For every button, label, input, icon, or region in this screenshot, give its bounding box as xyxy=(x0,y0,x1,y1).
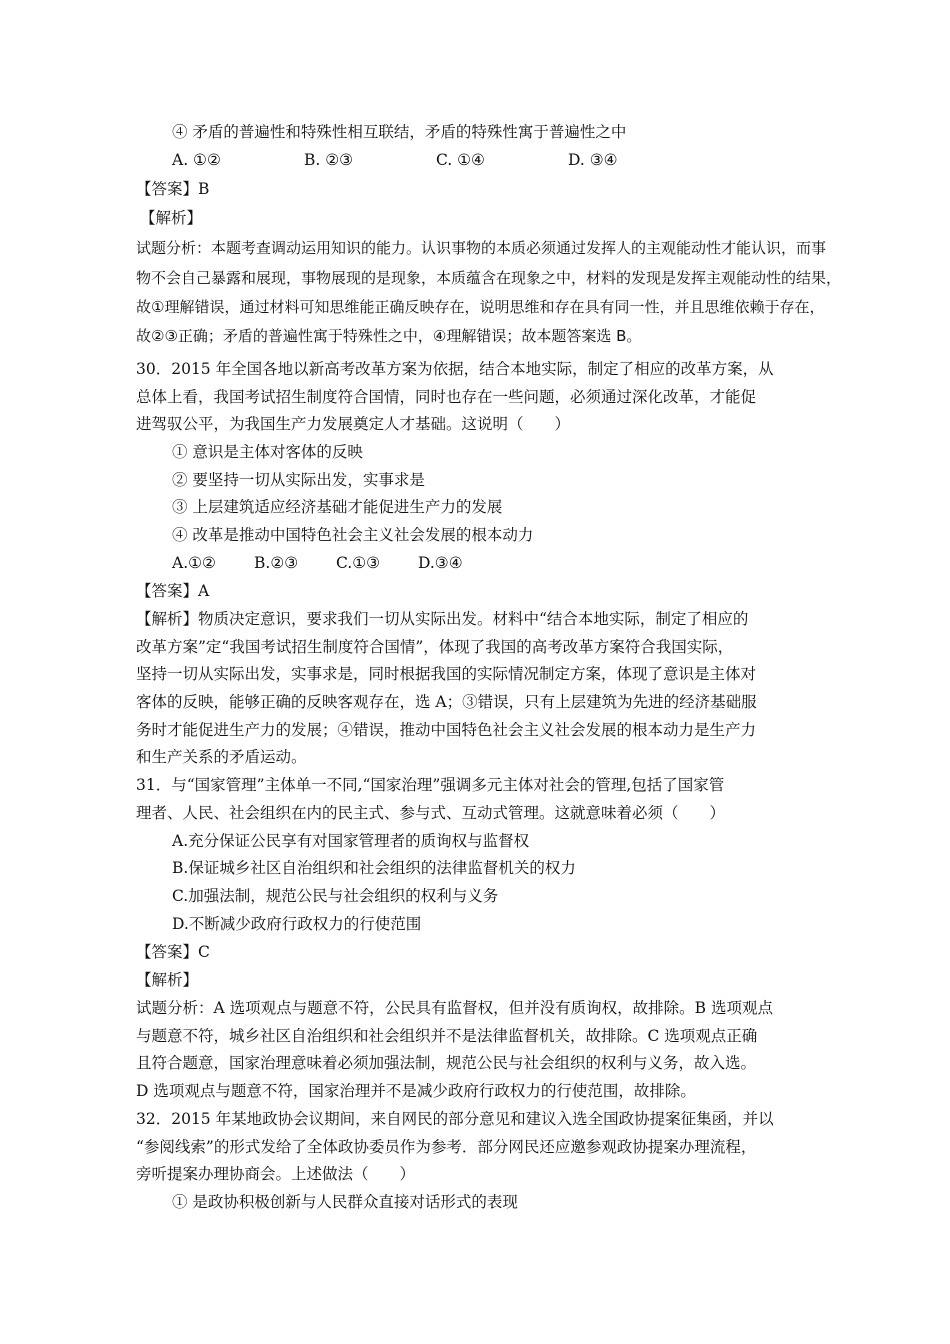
q31-option-d: D.不断减少政府行政权力的行使范围 xyxy=(172,915,422,933)
q30-stem-line: 30．2015 年全国各地以新高考改革方案为依据，结合本地实际，制定了相应的改革方案，从 xyxy=(136,360,774,378)
q31-option-a: A.充分保证公民享有对国家管理者的质询权与监督权 xyxy=(172,832,530,850)
q32-item-1: ① 是政协积极创新与人民群众直接对话形式的表现 xyxy=(172,1193,518,1211)
q29-analysis-line: 故①理解错误，通过材料可知思维能正确反映存在，说明思维和存在具有同一性，并且思维依赖于存在， xyxy=(136,298,825,316)
q30-option-d: D.③④ xyxy=(418,554,463,572)
q30-analysis-line: 坚持一切从实际出发，实事求是，同时根据我国的实际情况制定方案，体现了意识是主体对 xyxy=(136,665,757,683)
q30-item-4: ④ 改革是推动中国特色社会主义社会发展的根本动力 xyxy=(172,526,534,544)
q30-item-2: ② 要坚持一切从实际出发，实事求是 xyxy=(172,471,425,489)
q29-answer: 【答案】B xyxy=(136,180,210,198)
q30-analysis-line: 改革方案”定“我国考试招生制度符合国情”，体现了我国的高考改革方案符合我国实际， xyxy=(136,638,734,656)
q31-stem-line: 理者、人民、社会组织在内的民主式、参与式、互动式管理。这就意味着必须（ ） xyxy=(136,804,726,822)
q30-stem-line: 总体上看，我国考试招生制度符合国情，同时也存在一些问题，必须通过深化改革，才能促 xyxy=(136,388,757,406)
q29-option-a: A. ①② xyxy=(172,151,221,169)
q30-analysis-line: 【解析】物质决定意识，要求我们一切从实际出发。材料中“结合本地实际，制定了相应的 xyxy=(136,610,749,628)
q30-option-a: A.①② xyxy=(172,554,216,572)
q31-analysis-line: D 选项观点与题意不符，国家治理并不是减少政府行政权力的行使范围，故排除。 xyxy=(136,1082,696,1100)
q29-option-c: C. ①④ xyxy=(436,151,485,169)
q30-item-1: ① 意识是主体对客体的反映 xyxy=(172,443,363,461)
q29-item-4: ④ 矛盾的普遍性和特殊性相互联结，矛盾的特殊性寓于普遍性之中 xyxy=(172,123,627,141)
q30-answer: 【答案】A xyxy=(136,582,210,600)
q31-option-c: C.加强法制，规范公民与社会组织的权利与义务 xyxy=(172,887,499,905)
q30-stem-line: 进驾驭公平，为我国生产力发展奠定人才基础。这说明（ ） xyxy=(136,415,571,433)
q30-options xyxy=(172,553,463,573)
q29-analysis-line: 物不会自己暴露和展现，事物展现的是现象，本质蕴含在现象之中，材料的发现是发挥主观能动性的结果， xyxy=(136,269,842,287)
q31-analysis-heading: 【解析】 xyxy=(136,971,199,989)
q31-option-b: B.保证城乡社区自治组织和社会组织的法律监督机关的权力 xyxy=(172,859,576,877)
q32-stem-line: 32．2015 年某地政协会议期间，来自网民的部分意见和建议入选全国政协提案征集函，并以 xyxy=(136,1110,774,1128)
q31-analysis-line: 且符合题意，国家治理意味着必须加强法制，规范公民与社会组织的权利与义务，故入选。 xyxy=(136,1054,757,1072)
q32-stem-line: “参阅线索”的形式发给了全体政协委员作为参考．部分网民还应邀参观政协提案办理流程， xyxy=(136,1138,757,1156)
q29-options xyxy=(172,150,618,170)
q30-option-c: C.①③ xyxy=(336,554,381,572)
q31-analysis-line: 试题分析：A 选项观点与题意不符，公民具有监督权，但并没有质询权，故排除。B 选项观点 xyxy=(136,999,773,1017)
q31-analysis-line: 与题意不符，城乡社区自治组织和社会组织并不是法律监督机关，故排除。C 选项观点正确 xyxy=(136,1027,758,1045)
q29-option-b: B. ②③ xyxy=(304,151,354,169)
q29-analysis-line: 故②③正确；矛盾的普遍性寓于特殊性之中，④理解错误；故本题答案选 B。 xyxy=(136,327,642,345)
q31-stem-line: 31．与“国家管理”主体单一不同,“国家治理”强调多元主体对社会的管理,包括了国家管 xyxy=(136,776,725,794)
q30-analysis-line: 务时才能促进生产力的发展；④错误，推动中国特色社会主义社会发展的根本动力是生产力 xyxy=(136,721,757,739)
q30-analysis-line: 客体的反映，能够正确的反映客观存在，选 A；③错误，只有上层建筑为先进的经济基础服 xyxy=(136,693,757,711)
q30-analysis-line: 和生产关系的矛盾运动。 xyxy=(136,748,307,766)
q29-analysis-line: 试题分析：本题考查调动运用知识的能力。认识事物的本质必须通过发挥人的主观能动性才能认识，而事 xyxy=(136,239,827,257)
q30-option-b: B.②③ xyxy=(254,554,299,572)
q32-stem-line: 旁听提案办理协商会。上述做法（ ） xyxy=(136,1165,416,1183)
q30-item-3: ③ 上层建筑适应经济基础才能促进生产力的发展 xyxy=(172,498,503,516)
q31-answer: 【答案】C xyxy=(136,943,210,961)
q29-analysis-heading: 【解析】 xyxy=(140,209,203,227)
q29-option-d: D. ③④ xyxy=(568,151,618,169)
